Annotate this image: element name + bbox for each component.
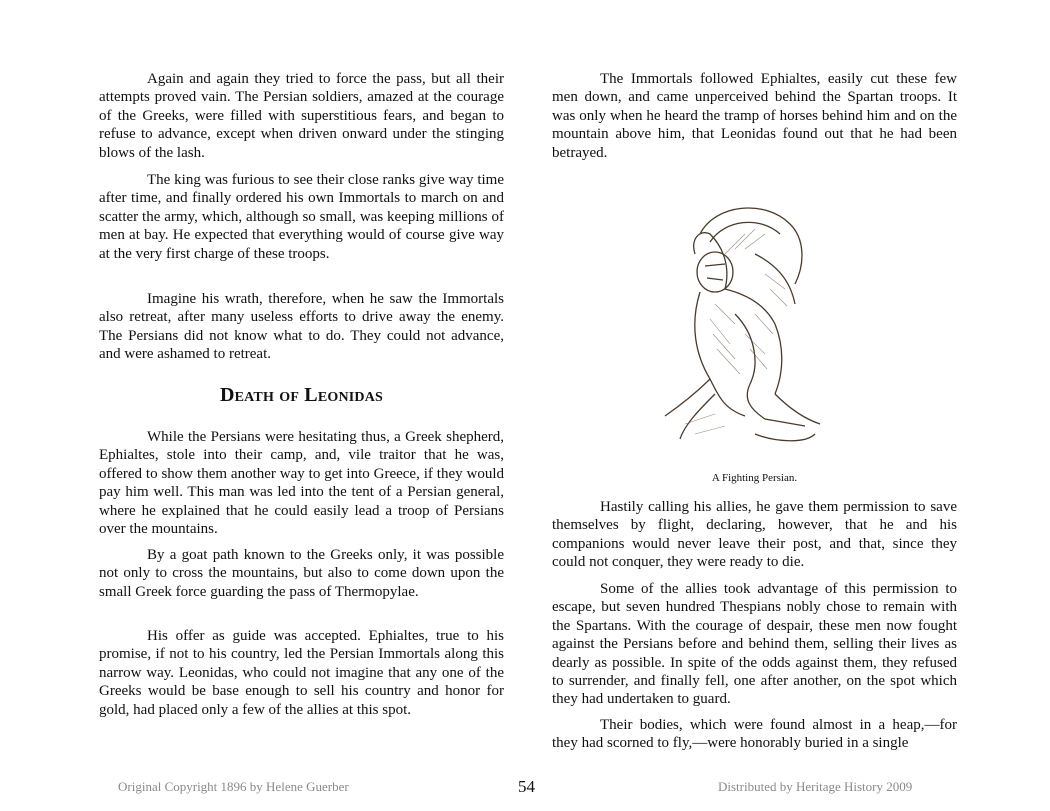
paragraph: By a goat path known to the Greeks only, it was possible not only to cross the mountains, but also to come down upon the small Greek force guarding the pass of Thermopylae. (99, 547, 504, 600)
footer-distributor: Distributed by Heritage History 2009 (718, 779, 913, 794)
figure-caption: A Fighting Persian. (711, 472, 798, 484)
paragraph: The Immortals followed Ephialtes, easily cut these few men down, and came unperceived behind the Spartan troops. It was only when he heard the tramp of horses behind him and on the mountain above him, that Leonidas found out that he had been betrayed. (552, 71, 957, 161)
footer-copyright: Original Copyright 1896 by Helene Guerber (118, 779, 349, 794)
paragraph: Some of the allies took advantage of this permission to escape, but seven hundred Thespians nobly chose to remain with the Spartans. With the courage of despair, these men now fought against the Persians before and behind them, selling their lives as dearly as possible. In spite of the odds against them, they refused to surrender, and finally fell, one after another, on the spot which they had undertaken to guard. (552, 581, 957, 708)
paragraph: Again and again they tried to force the pass, but all their attempts proved vain. The Persian soldiers, amazed at the courage of the Greeks, were filled with superstitious fears, and began to refuse to advance, except when driven onward under the stinging blows of the lash. (99, 71, 504, 161)
paragraph: The king was furious to see their close ranks give way time after time, and finally ordered his own Immortals to march on and scatter the army, which, although so small, was keeping millions of men at bay. He expected that everything would of course give way at the very first charge of these troops. (99, 172, 504, 262)
left-column (99, 0, 504, 770)
right-column (552, 0, 957, 770)
paragraph: Their bodies, which were found almost in a heap,—for they had scorned to fly,—were honorably buried in a single (552, 717, 957, 752)
section-heading: Death of Leonidas (219, 384, 384, 406)
page-number: 54 (518, 777, 535, 796)
paragraph: Hastily calling his allies, he gave them permission to save themselves by flight, declaring, however, that he and his companions would never leave their post, and that, since they could not conquer, they were ready to die. (552, 499, 957, 571)
fighting-persian-illustration (655, 194, 825, 446)
paragraph: His offer as guide was accepted. Ephialtes, true to his promise, if not to his country, led the Persian Immortals along this narrow way. Leonidas, who could not imagine that any one of the Greeks would be base enough to sell his country and honor for gold, had placed only a few of the allies at this spot. (99, 628, 504, 718)
paragraph: Imagine his wrath, therefore, when he saw the Immortals also retreat, after many useless efforts to drive away the enemy. The Persians did not know what to do. They could not advance, and were ashamed to retreat. (99, 291, 504, 363)
illustration-image (655, 194, 825, 446)
paragraph: While the Persians were hesitating thus, a Greek shepherd, Ephialtes, stole into their camp, and, vile traitor that he was, offered to show them another way to get into Greece, if they would pay him well. This man was led into the tent of a Persian general, where he explained that he could easily lead a troop of Persians over the mountains. (99, 429, 504, 538)
